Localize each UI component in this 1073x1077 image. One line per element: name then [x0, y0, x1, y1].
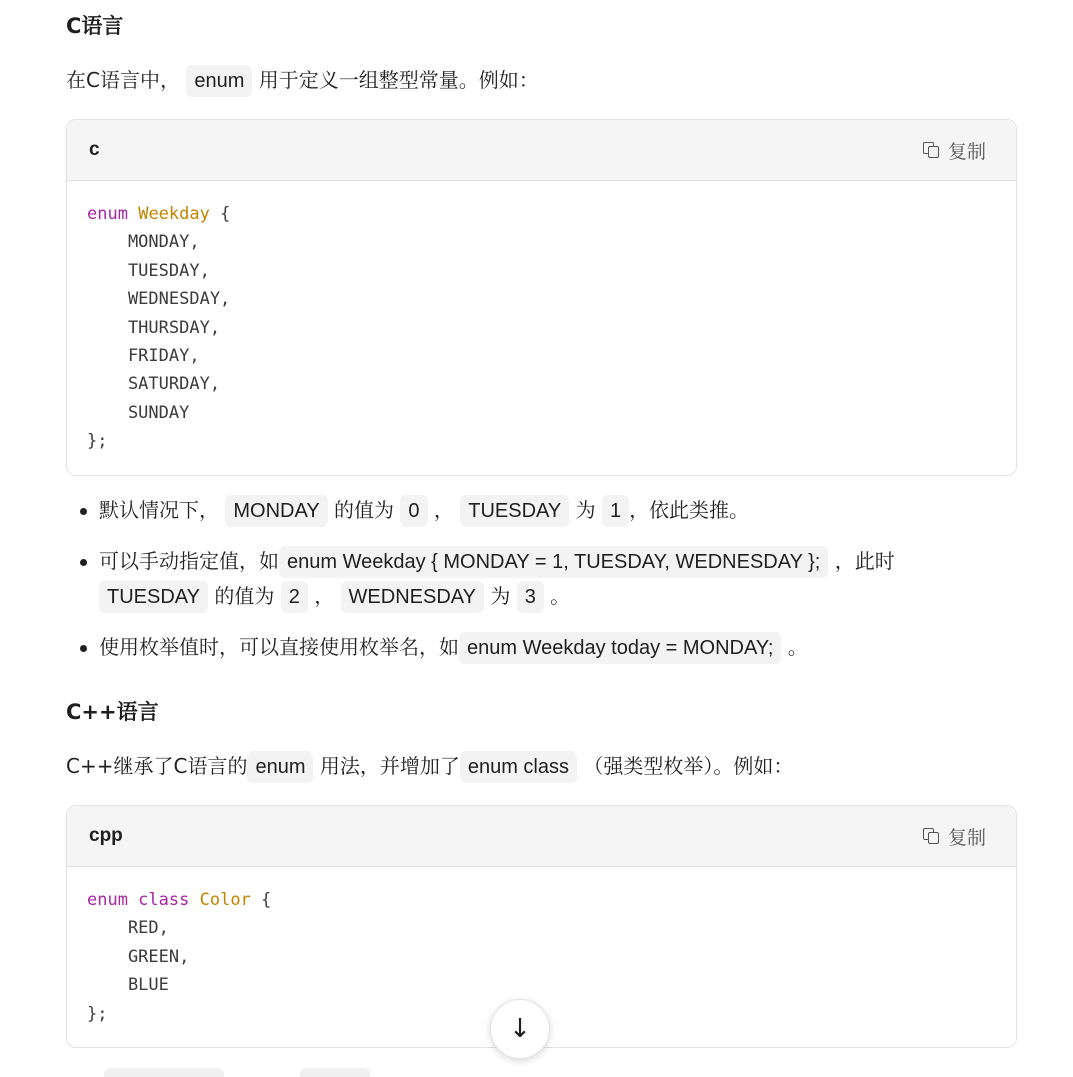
code-line: }; [87, 431, 108, 452]
text: C++继承了C语言的 [66, 754, 248, 778]
copy-icon [923, 142, 940, 159]
text: 的值为 [334, 498, 395, 522]
code-block-header [67, 806, 1016, 867]
inline-code: MONDAY [225, 495, 327, 527]
inline-code: enum [247, 751, 313, 783]
c-intro-paragraph [66, 63, 539, 97]
inline-code: WEDNESDAY [341, 581, 484, 613]
list-item [66, 544, 1017, 614]
text: （强类型枚举）。例如： [583, 754, 794, 778]
c-intro-before: 在C语言中， [66, 68, 180, 92]
text: ， [314, 584, 335, 608]
inline-code: 0 [400, 495, 427, 527]
code-line: THURSDAY, [87, 317, 221, 338]
copy-icon [923, 828, 940, 845]
inline-code: 1 [602, 495, 629, 527]
text: ，依此类推。 [629, 498, 750, 522]
inline-code: 3 [517, 581, 544, 613]
code-line: RED, [87, 918, 169, 939]
code-text: { [250, 890, 272, 910]
inline-code: enum class [460, 751, 577, 783]
inline-code: TUESDAY [99, 581, 208, 613]
code-block-c [66, 119, 1017, 476]
code-line: SUNDAY [87, 402, 190, 423]
list-item [66, 493, 1017, 528]
code-line: }; [87, 1003, 108, 1024]
arrow-down-icon: ↓ [509, 1014, 531, 1044]
code-language-label: cpp [89, 825, 123, 846]
section-heading-cpp: C++语言 [66, 700, 159, 724]
code-line: FRIDAY, [87, 346, 200, 367]
scroll-down-button[interactable] [490, 999, 550, 1059]
code-keyword: enum [87, 204, 128, 224]
copy-button[interactable] [923, 137, 986, 164]
code-line: MONDAY, [87, 232, 200, 253]
inline-code: enum Weekday { MONDAY = 1, TUESDAY, WEDNESDAY }; [279, 546, 828, 578]
code-content [67, 181, 1016, 476]
copy-label: 复制 [947, 140, 986, 163]
text: 。 [787, 635, 808, 659]
text: 为 [490, 584, 511, 608]
text: 可以手动指定值，如 [99, 549, 279, 573]
c-intro-after: 用于定义一组整型常量。例如： [258, 68, 539, 92]
text: ，此时 [834, 549, 895, 573]
inline-code-partial [300, 1068, 370, 1077]
text: 默认情况下， [99, 498, 219, 522]
code-type-name: Color [199, 890, 251, 910]
copy-button[interactable] [923, 823, 986, 850]
code-line [87, 204, 230, 224]
code-line: TUESDAY, [87, 260, 210, 281]
text: 的值为 [214, 584, 275, 608]
bullet-list [66, 493, 1017, 681]
code-line: GREEN, [87, 946, 190, 967]
code-line: SATURDAY, [87, 374, 221, 395]
code-line: WEDNESDAY, [87, 289, 231, 310]
inline-code: enum Weekday today = MONDAY; [459, 632, 781, 664]
code-line: BLUE [87, 975, 169, 996]
text: 使用枚举值时，可以直接使用枚举名，如 [99, 635, 459, 659]
inline-code-partial [104, 1068, 224, 1077]
code-type-name: Weekday [138, 204, 210, 224]
code-text: { [209, 204, 231, 224]
section-heading-c: C语言 [66, 14, 124, 38]
code-language-label: c [89, 139, 100, 160]
partial-next-line [104, 1068, 804, 1077]
list-item [66, 630, 1017, 665]
cpp-intro-paragraph [66, 749, 793, 783]
code-block-header [67, 120, 1016, 181]
code-keyword: enum class [87, 890, 190, 910]
text: ， [433, 498, 454, 522]
inline-code: 2 [281, 581, 308, 613]
inline-code: enum [186, 65, 252, 97]
text: 为 [575, 498, 596, 522]
code-line [87, 890, 271, 910]
copy-label: 复制 [947, 826, 986, 849]
text: 。 [550, 584, 571, 608]
inline-code: TUESDAY [460, 495, 569, 527]
text: 用法，并增加了 [319, 754, 460, 778]
